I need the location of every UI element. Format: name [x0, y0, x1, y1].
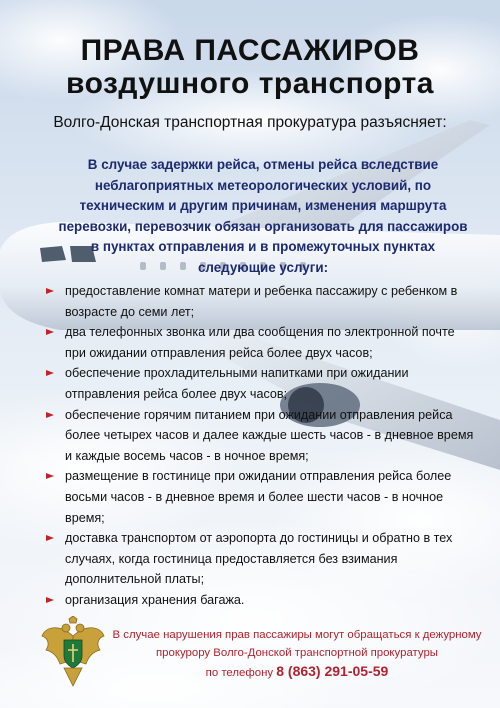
services-list — [38, 281, 478, 611]
poster-subtitle: Волго-Донская транспортная прокуратура разъясняет: — [53, 114, 447, 131]
list-item — [38, 528, 478, 590]
poster-title-line1: ПРАВА ПАССАЖИРОВ — [80, 34, 420, 67]
poster-title-line2: воздушного транспорта — [66, 67, 434, 100]
service-text: организация хранения багажа. — [65, 592, 245, 607]
bullet-arrow-icon — [46, 597, 54, 603]
bullet-arrow-icon — [46, 329, 54, 335]
list-item — [38, 405, 478, 467]
list-item — [38, 590, 478, 611]
service-text: обеспечение прохладительными напитками при ожидании отправления рейса более двух часов; — [65, 366, 409, 401]
service-text: два телефонных звонка или два сообщения по электронной почте при ожидании отправления рейса более двух часов; — [65, 325, 455, 360]
bullet-arrow-icon — [46, 473, 54, 479]
list-item — [38, 466, 478, 528]
prosecutor-emblem-icon — [40, 616, 106, 690]
list-item — [38, 281, 478, 322]
footer-phone-prefix: по телефону — [205, 667, 274, 679]
list-item — [38, 322, 478, 363]
service-text: обеспечение горячим питанием при ожидании отправления рейса более четырех часов и далее каждые шесть часов - в дневное время и каждые восемь часов - в ночное время; — [65, 407, 474, 463]
footer-notice: В случае нарушения прав пассажиры могут обращаться к дежурному прокурору Волго-Донской транспортной прокуратуры — [112, 629, 482, 659]
bullet-arrow-icon — [46, 535, 54, 541]
footer-phone-line — [102, 663, 492, 679]
list-item — [38, 363, 478, 404]
bullet-arrow-icon — [46, 412, 54, 418]
service-text: доставка транспортом от аэропорта до гостиницы и обратно в тех случаях, когда гостиница предоставляется без взимания дополнительной платы; — [65, 531, 453, 587]
service-text: размещение в гостинице при ожидании отправления рейса более восьми часов - в дневное время и более шести часов - в ночное время; — [65, 469, 452, 525]
bullet-arrow-icon — [46, 288, 54, 294]
bullet-arrow-icon — [46, 370, 54, 376]
footer-phone-number: 8 (863) 291-05-59 — [276, 663, 389, 679]
intro-paragraph: В случае задержки рейса, отмены рейса вследствие неблагоприятных метеорологических условий, по техническим и другим причинам, изменения маршрута перевозки, перевозчик обязан организовать для пассажиров в пунктах отправления и в промежуточных пунктах следующие услуги: — [58, 157, 468, 275]
service-text: предоставление комнат матери и ребенка пассажиру с ребенком в возрасте до семи лет; — [65, 284, 458, 319]
